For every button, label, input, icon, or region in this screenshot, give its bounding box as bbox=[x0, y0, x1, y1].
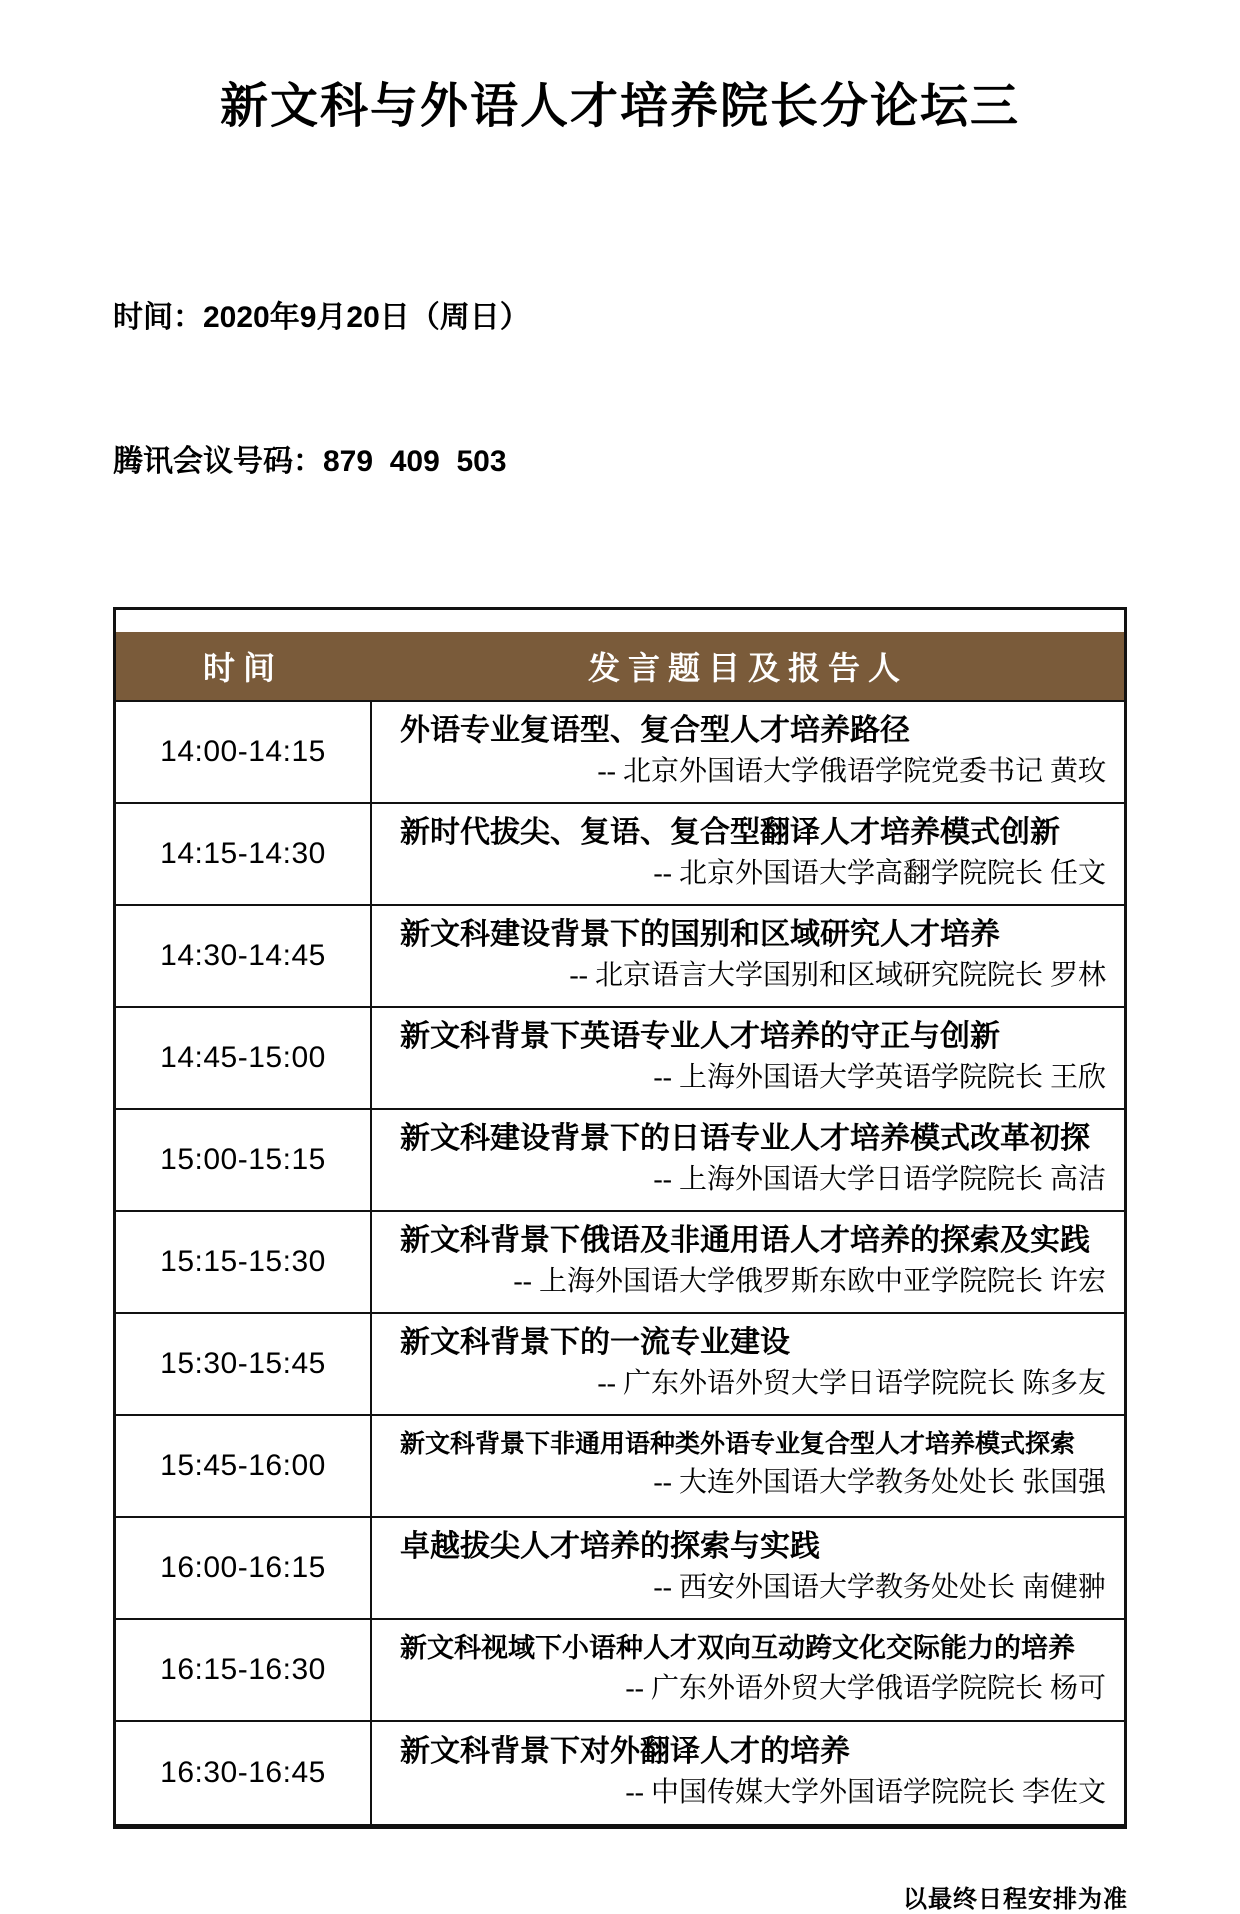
talk-title: 外语专业复语型、复合型人才培养路径 bbox=[400, 713, 910, 747]
time-cell: 16:30-16:45 bbox=[116, 1722, 372, 1824]
talk-title: 新文科建设背景下的日语专业人才培养模式改革初探 bbox=[400, 1121, 1090, 1155]
topic-cell bbox=[372, 1212, 1124, 1312]
talk-title: 卓越拔尖人才培养的探索与实践 bbox=[400, 1529, 820, 1563]
time-cell: 15:00-15:15 bbox=[116, 1110, 372, 1210]
time-cell: 15:30-15:45 bbox=[116, 1314, 372, 1414]
topic-cell bbox=[372, 1110, 1124, 1210]
table-header-row bbox=[116, 632, 1124, 702]
topic-cell bbox=[372, 1518, 1124, 1618]
table-row bbox=[116, 1620, 1124, 1722]
meeting-id-line: 腾讯会议号码：879 409 503 bbox=[113, 444, 507, 478]
table-row bbox=[116, 702, 1124, 804]
topic-cell bbox=[372, 1008, 1124, 1108]
topic-cell bbox=[372, 1722, 1124, 1824]
page-title: 新文科与外语人才培养院长分论坛三 bbox=[219, 80, 1020, 133]
talk-title: 新时代拔尖、复语、复合型翻译人才培养模式创新 bbox=[400, 815, 1060, 849]
table-row bbox=[116, 1008, 1124, 1110]
table-row bbox=[116, 1518, 1124, 1620]
table-spacer-row bbox=[116, 610, 1124, 632]
time-cell: 14:15-14:30 bbox=[116, 804, 372, 904]
time-cell: 14:30-14:45 bbox=[116, 906, 372, 1006]
column-header-time: 时间 bbox=[202, 649, 283, 686]
footer-note: 以最终日程安排为准 bbox=[903, 1885, 1128, 1913]
time-cell: 15:15-15:30 bbox=[116, 1212, 372, 1312]
table-row bbox=[116, 1722, 1124, 1824]
time-cell: 14:00-14:15 bbox=[116, 702, 372, 802]
talk-title: 新文科背景下英语专业人才培养的守正与创新 bbox=[400, 1019, 1000, 1053]
table-row bbox=[116, 1314, 1124, 1416]
table-row bbox=[116, 1212, 1124, 1314]
topic-cell bbox=[372, 804, 1124, 904]
talk-title: 新文科背景下俄语及非通用语人才培养的探索及实践 bbox=[400, 1223, 1090, 1257]
table-row bbox=[116, 804, 1124, 906]
talk-speaker: -- 西安外国语大学教务处处长 南健翀 bbox=[653, 1572, 1106, 1604]
table-row bbox=[116, 906, 1124, 1008]
info-block bbox=[113, 198, 1240, 582]
talk-title: 新文科背景下对外翻译人才的培养 bbox=[400, 1734, 850, 1768]
talk-speaker: -- 广东外语外贸大学俄语学院院长 杨可 bbox=[625, 1672, 1106, 1704]
time-cell: 14:45-15:00 bbox=[116, 1008, 372, 1108]
time-cell: 16:00-16:15 bbox=[116, 1518, 372, 1618]
talk-speaker: -- 北京语言大学国别和区域研究院院长 罗林 bbox=[569, 960, 1106, 992]
time-cell: 15:45-16:00 bbox=[116, 1416, 372, 1516]
talk-speaker: -- 上海外国语大学日语学院院长 高洁 bbox=[653, 1164, 1106, 1196]
time-cell: 16:15-16:30 bbox=[116, 1620, 372, 1720]
topic-cell bbox=[372, 1314, 1124, 1414]
talk-speaker: -- 上海外国语大学英语学院院长 王欣 bbox=[653, 1062, 1106, 1094]
topic-cell bbox=[372, 1620, 1124, 1720]
topic-cell bbox=[372, 702, 1124, 802]
talk-title: 新文科背景下非通用语种类外语专业复合型人才培养模式探索 bbox=[400, 1430, 1076, 1459]
talk-speaker: -- 大连外国语大学教务处处长 张国强 bbox=[653, 1467, 1106, 1499]
talk-title: 新文科视域下小语种人才双向互动跨文化交际能力的培养 bbox=[400, 1632, 1075, 1663]
talk-speaker: -- 广东外语外贸大学日语学院院长 陈多友 bbox=[597, 1368, 1106, 1400]
column-header-topic: 发言题目及报告人 bbox=[587, 649, 908, 686]
talk-title: 新文科建设背景下的国别和区域研究人才培养 bbox=[400, 917, 1000, 951]
talk-speaker: -- 北京外国语大学俄语学院党委书记 黄玫 bbox=[597, 756, 1106, 788]
table-row bbox=[116, 1110, 1124, 1212]
topic-cell bbox=[372, 1416, 1124, 1516]
talk-speaker: -- 上海外国语大学俄罗斯东欧中亚学院院长 许宏 bbox=[513, 1266, 1106, 1298]
schedule-table bbox=[113, 607, 1127, 1829]
event-date-line: 时间：2020年9月20日（周日） bbox=[113, 300, 530, 334]
talk-speaker: -- 中国传媒大学外国语学院院长 李佐文 bbox=[625, 1777, 1106, 1809]
table-body bbox=[116, 702, 1124, 1824]
talk-speaker: -- 北京外国语大学高翻学院院长 任文 bbox=[653, 858, 1106, 890]
topic-cell bbox=[372, 906, 1124, 1006]
table-row bbox=[116, 1416, 1124, 1518]
talk-title: 新文科背景下的一流专业建设 bbox=[400, 1325, 790, 1359]
